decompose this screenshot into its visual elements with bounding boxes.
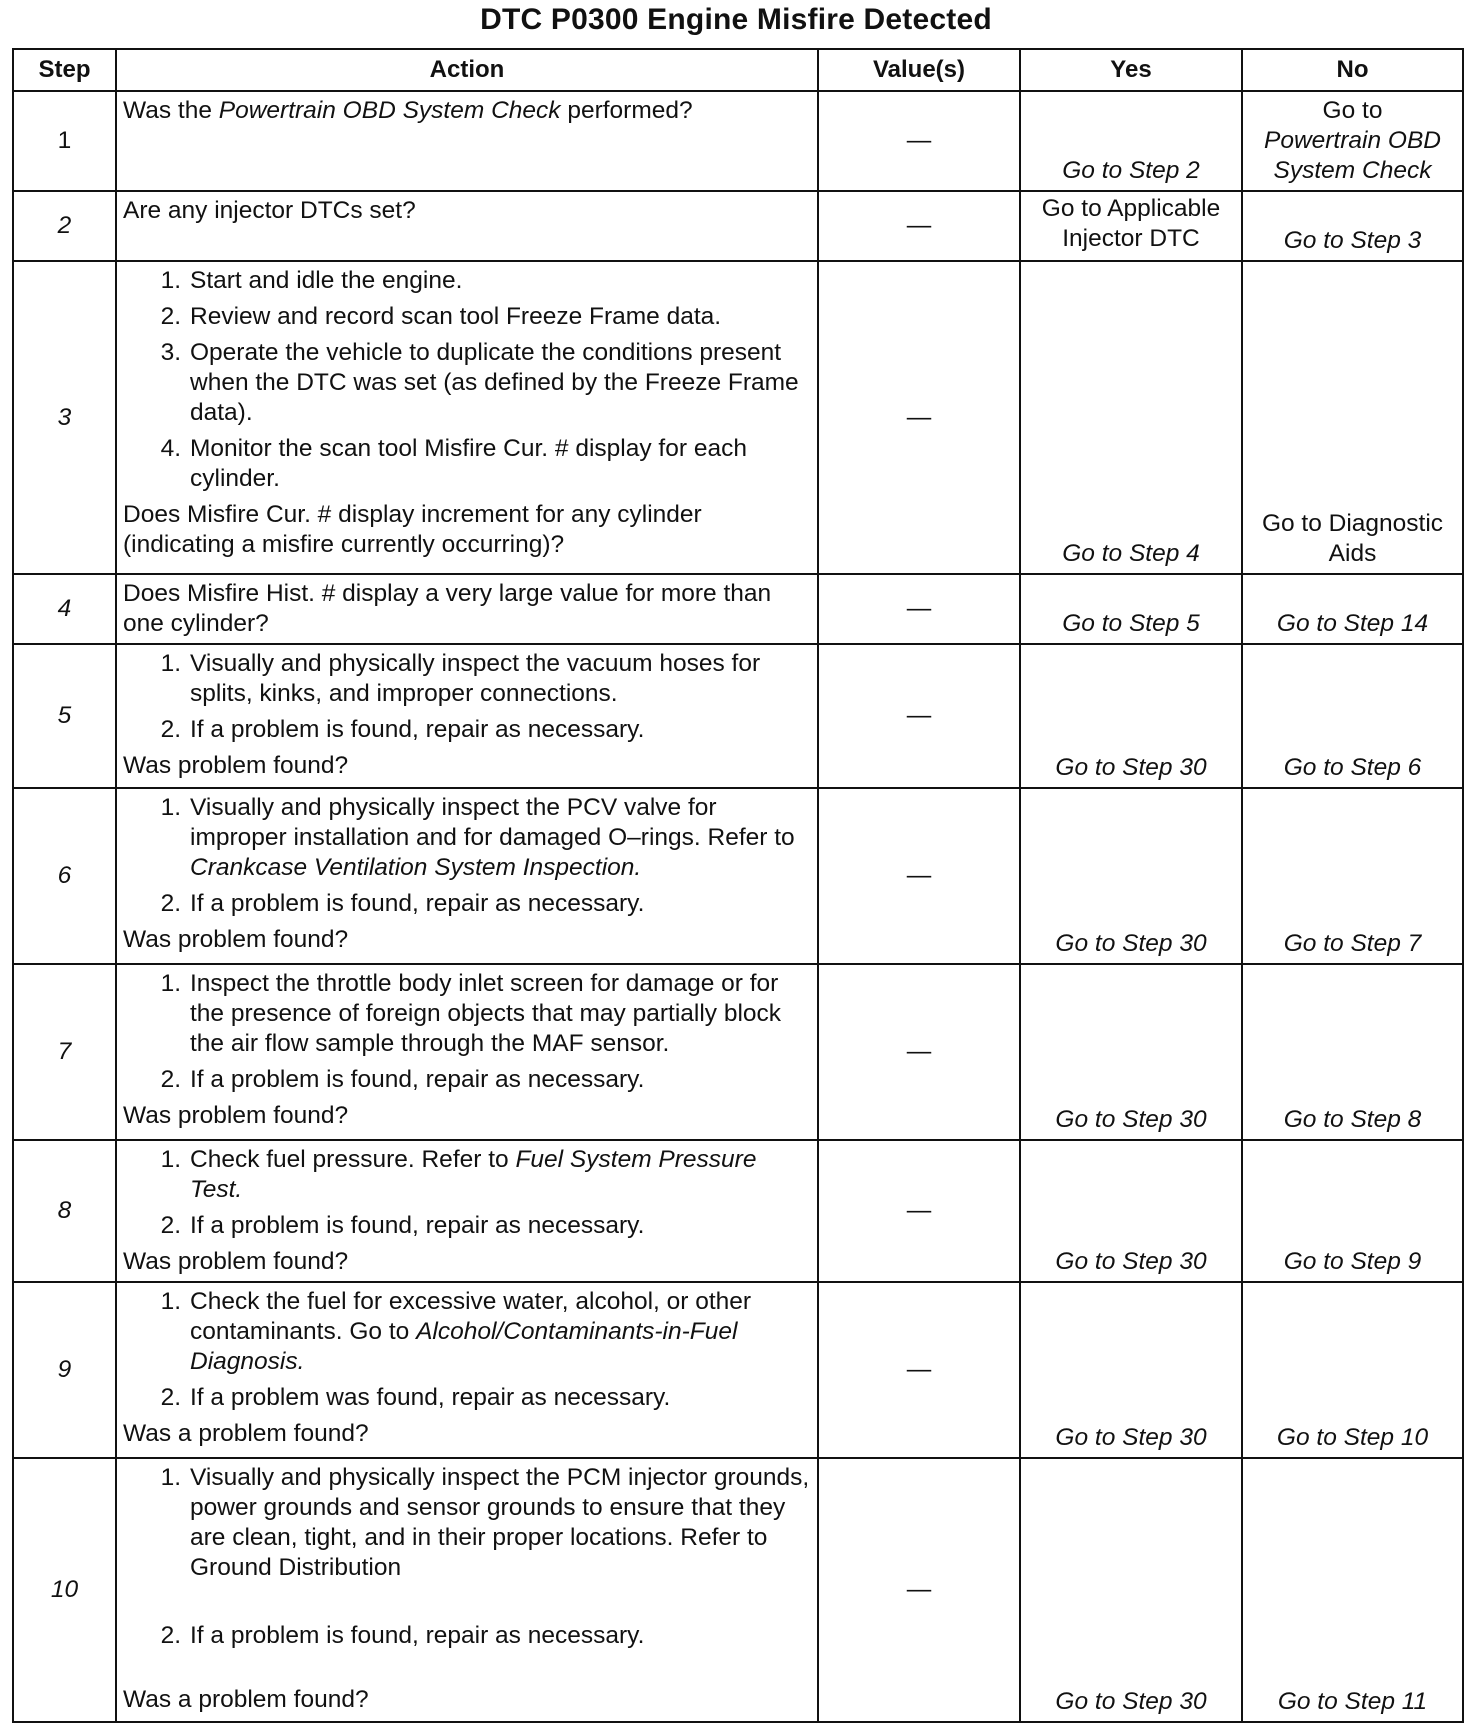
yes-cell [1020, 191, 1242, 261]
step-cell [13, 1282, 116, 1458]
header-no: No [1242, 49, 1463, 91]
list-item: 1. Start and idle the engine. [160, 267, 463, 294]
list-item: 2. Review and record scan tool Freeze Frame data. [160, 303, 722, 330]
step-cell [13, 644, 116, 788]
action-cell [116, 1282, 818, 1458]
step-cell [13, 1140, 116, 1282]
action-question: Was a problem found? [123, 1686, 369, 1713]
no-link[interactable]: Go to Step 8 [1283, 1106, 1422, 1133]
table-row [13, 261, 1463, 574]
table-header-row [13, 49, 1463, 91]
list-item: 1. Visually and physically inspect the PCM injector grounds, power grounds and sensor grounds to ensure that they are clean, tight, and in their proper locations. Refer to Ground Distribution [160, 1464, 810, 1581]
action-question: Was problem found? [123, 1248, 349, 1275]
procedure-link[interactable]: Fuel System Pressure Test. [190, 1146, 757, 1203]
yes-link[interactable]: Go to Step 30 [1055, 1248, 1207, 1275]
no-link[interactable]: Powertrain OBD System Check [1263, 127, 1441, 184]
list-item: 4. Monitor the scan tool Misfire Cur. # display for each cylinder. [160, 435, 747, 492]
page-title: DTC P0300 Engine Misfire Detected [480, 3, 992, 36]
step-cell [13, 91, 116, 191]
value-cell: — [818, 788, 1020, 964]
list-item: 2. If a problem is found, repair as necessary. [160, 890, 645, 917]
action-question: Was a problem found? [123, 1420, 369, 1447]
action-steps [123, 1463, 811, 1651]
diagnostic-table [12, 48, 1464, 1723]
yes-link[interactable]: Go to Applicable Injector DTC [1041, 195, 1221, 252]
action-cell [116, 788, 818, 964]
no-cell [1242, 574, 1463, 644]
header-action: Action [116, 49, 818, 91]
yes-cell [1020, 788, 1242, 964]
table-row [13, 91, 1463, 191]
value-cell: — [818, 191, 1020, 261]
header-step: Step [13, 49, 116, 91]
action-steps [123, 649, 811, 745]
yes-cell [1020, 1282, 1242, 1458]
step-cell [13, 191, 116, 261]
list-item: 1. Visually and physically inspect the vacuum hoses for splits, kinks, and improper connections. [160, 650, 761, 707]
no-cell [1242, 964, 1463, 1140]
action-steps [123, 266, 811, 494]
step-number: 2 [57, 212, 72, 239]
action-steps [123, 969, 811, 1095]
no-cell [1242, 788, 1463, 964]
no-cell [1242, 1140, 1463, 1282]
value-cell: — [818, 1458, 1020, 1722]
value-cell: — [818, 644, 1020, 788]
table-row [13, 1282, 1463, 1458]
list-item: 2. If a problem is found, repair as necessary. [160, 1212, 645, 1239]
yes-link[interactable]: Go to Step 30 [1055, 930, 1207, 957]
step-number: 9 [57, 1356, 72, 1383]
no-cell [1242, 1282, 1463, 1458]
yes-cell [1020, 964, 1242, 1140]
yes-link[interactable]: Go to Step 30 [1055, 1688, 1207, 1715]
no-link[interactable]: Go to Step 10 [1276, 1424, 1429, 1451]
table-row [13, 574, 1463, 644]
list-item: 1. Inspect the throttle body inlet screen for damage or for the presence of foreign objects that may partially block the air flow sample through the MAF sensor. [160, 970, 782, 1057]
action-question: Are any injector DTCs set? [123, 197, 416, 224]
value-cell: — [818, 261, 1020, 574]
step-number: 1 [57, 127, 72, 154]
table-row [13, 788, 1463, 964]
yes-link[interactable]: Go to Step 4 [1062, 540, 1200, 567]
step-number: 10 [50, 1576, 79, 1603]
list-item: 1. Check fuel pressure. Refer to Fuel System Pressure Test. [160, 1146, 757, 1203]
action-cell [116, 191, 818, 261]
action-cell [116, 574, 818, 644]
step-cell [13, 1458, 116, 1722]
list-item: 1. Check the fuel for excessive water, alcohol, or other contaminants. Go to Alcohol/Contaminants-in-Fuel Diagnosis. [160, 1288, 752, 1375]
step-number: 7 [57, 1038, 72, 1065]
table-row [13, 1140, 1463, 1282]
action-question: Was the Powertrain OBD System Check performed? [123, 97, 693, 124]
header-yes: Yes [1020, 49, 1242, 91]
list-item: 2. If a problem is found, repair as necessary. [160, 1622, 645, 1649]
value-cell: — [818, 1140, 1020, 1282]
no-link[interactable]: Go to Step 3 [1283, 227, 1422, 254]
step-number: 4 [57, 595, 72, 622]
yes-cell [1020, 1458, 1242, 1722]
step-cell [13, 964, 116, 1140]
step-cell [13, 788, 116, 964]
step-number: 5 [57, 702, 72, 729]
list-item: 1. Visually and physically inspect the PCV valve for improper installation and for damaged O–rings. Refer to Crankcase Ventilation System Inspection. [160, 794, 795, 881]
no-cell [1242, 261, 1463, 574]
table-row [13, 644, 1463, 788]
step-number: 6 [57, 862, 72, 889]
action-cell [116, 644, 818, 788]
action-cell [116, 91, 818, 191]
list-item: 2. If a problem is found, repair as necessary. [160, 716, 645, 743]
header-values: Value(s) [818, 49, 1020, 91]
yes-link[interactable]: Go to Step 30 [1055, 754, 1207, 781]
action-question: Does Misfire Cur. # display increment for any cylinder (indicating a misfire currently occurring)? [123, 501, 702, 558]
no-cell [1242, 191, 1463, 261]
step-number: 3 [57, 403, 72, 431]
step-number: 8 [57, 1197, 72, 1224]
no-link[interactable]: Go to Step 6 [1283, 754, 1422, 781]
table-row [13, 191, 1463, 261]
no-cell [1242, 1458, 1463, 1722]
no-link[interactable]: Go to Step 14 [1276, 610, 1429, 637]
action-question: Was problem found? [123, 926, 349, 953]
value-cell: — [818, 1282, 1020, 1458]
action-steps [123, 1145, 811, 1241]
procedure-link[interactable]: Alcohol/Contaminants-in-Fuel Diagnosis. [190, 1318, 738, 1375]
no-link[interactable]: Go to Step 9 [1283, 1248, 1422, 1275]
value-cell: — [818, 964, 1020, 1140]
list-item: 2. If a problem was found, repair as necessary. [160, 1384, 671, 1411]
action-steps [123, 793, 811, 919]
no-link[interactable]: Go to Step 11 [1277, 1688, 1428, 1715]
yes-cell [1020, 1140, 1242, 1282]
no-cell: Go to Powertrain OBD System Check [1242, 91, 1463, 191]
action-question: Was problem found? [123, 1102, 349, 1129]
value-cell: — [818, 574, 1020, 644]
action-steps [123, 1287, 811, 1413]
list-item: 2. If a problem is found, repair as necessary. [160, 1066, 645, 1093]
no-link[interactable]: Go to Diagnostic Aids [1261, 510, 1444, 567]
yes-link[interactable]: Go to Step 30 [1055, 1106, 1207, 1133]
procedure-link[interactable]: Crankcase Ventilation System Inspection. [190, 854, 642, 881]
step-cell [13, 574, 116, 644]
action-cell [116, 964, 818, 1140]
yes-cell [1020, 261, 1242, 574]
no-cell [1242, 644, 1463, 788]
yes-cell [1020, 644, 1242, 788]
action-question: Was problem found? [123, 752, 349, 779]
step-cell [13, 261, 116, 574]
table-row [13, 1458, 1463, 1722]
action-cell [116, 261, 818, 574]
yes-link[interactable]: Go to Step 5 [1062, 610, 1200, 637]
action-cell [116, 1458, 818, 1722]
yes-cell [1020, 574, 1242, 644]
yes-link[interactable]: Go to Step 2 [1062, 157, 1200, 184]
no-link[interactable]: Go to Step 7 [1283, 930, 1422, 957]
yes-cell [1020, 91, 1242, 191]
value-cell: — [818, 91, 1020, 191]
procedure-link[interactable]: Powertrain OBD System Check [218, 97, 561, 124]
action-cell [116, 1140, 818, 1282]
action-question: Does Misfire Hist. # display a very large value for more than one cylinder? [123, 580, 772, 637]
list-item: 3. Operate the vehicle to duplicate the conditions present when the DTC was set (as defined by the Freeze Frame data). [160, 339, 799, 426]
yes-link[interactable]: Go to Step 30 [1055, 1424, 1207, 1451]
table-row [13, 964, 1463, 1140]
